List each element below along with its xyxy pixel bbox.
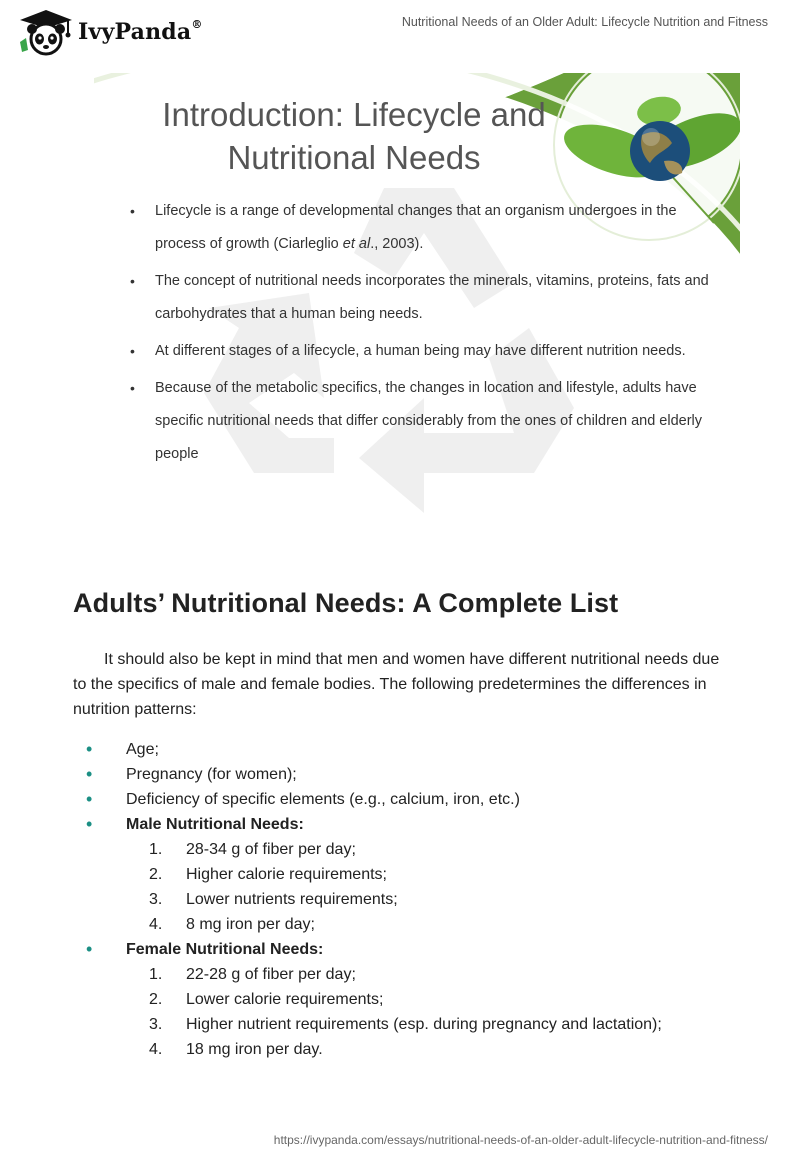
slide-bullet-italic: et al [342, 236, 371, 252]
sublist-item [73, 962, 733, 987]
nutrition-factors-list [73, 737, 733, 1062]
sublist-item [73, 862, 733, 887]
bullet-glyph: • [130, 273, 135, 289]
list-item [73, 937, 733, 1062]
sublist-text: Lower nutrients requirements; [186, 891, 398, 908]
source-url[interactable]: https://ivypanda.com/essays/nutritional-needs-of-an-older-adult-lifecycle-nutrition-and-fitness/ [273, 1133, 768, 1147]
sublist-text: Higher calorie requirements; [186, 866, 387, 883]
slide-bullet-text: Because of the metabolic specifics, the changes in location and lifestyle, adults have specific nutritional needs that differ considerably from the ones of children and elderly people [155, 380, 703, 462]
panda-graduate-icon [16, 8, 74, 56]
sublist-number: 4. [149, 916, 163, 933]
sublist-item [73, 1037, 733, 1062]
sublist-number: 1. [149, 841, 163, 858]
list-item-label: Male Nutritional Needs: [126, 816, 304, 833]
sublist-text: Higher nutrient requirements (esp. during pregnancy and lactation); [186, 1016, 662, 1033]
ivypanda-logo[interactable] [16, 8, 256, 56]
slide-title [94, 93, 614, 179]
list-bullet-glyph: • [86, 764, 93, 784]
section-heading: Adults’ Nutritional Needs: A Complete List [73, 588, 619, 618]
sublist-item [73, 1012, 733, 1037]
list-bullet-glyph: • [86, 814, 93, 834]
slide-bullet-text: The concept of nutritional needs incorporates the minerals, vitamins, proteins, fats and carbohydrates that a human being needs. [155, 273, 709, 322]
slide-title-line1: Introduction: Lifecycle and [162, 96, 546, 133]
sublist-number: 4. [149, 1041, 163, 1058]
brand-name: IvyPanda® [78, 17, 203, 45]
registered-mark: ® [191, 17, 203, 31]
numbered-sublist [73, 962, 733, 1062]
list-item [73, 762, 733, 787]
sublist-item [73, 987, 733, 1012]
slide-bullet-item [130, 335, 710, 368]
list-bullet-glyph: • [86, 939, 93, 959]
sublist-number: 3. [149, 891, 163, 908]
sublist-item [73, 887, 733, 912]
sublist-number: 3. [149, 1016, 163, 1033]
document-title: Nutritional Needs of an Older Adult: Lifecycle Nutrition and Fitness [401, 15, 768, 29]
list-item-label: Deficiency of specific elements (e.g., calcium, iron, etc.) [126, 791, 520, 808]
list-item-label: Age; [126, 741, 159, 758]
list-item-label: Pregnancy (for women); [126, 766, 297, 783]
slide-bullet-text-end: ., 2003). [370, 236, 424, 252]
intro-paragraph: It should also be kept in mind that men and women have different nutritional needs due to the specifics of male and female bodies. The following predetermines the differences in nutrition patterns: [73, 651, 720, 718]
sublist-number: 2. [149, 866, 163, 883]
sublist-text: 8 mg iron per day; [186, 916, 315, 933]
slide-bullet-text: Lifecycle is a range of developmental changes that an organism undergoes in the process of growth (Ciarleglio [155, 203, 677, 252]
list-bullet-glyph: • [86, 739, 93, 759]
numbered-sublist [73, 837, 733, 937]
list-item [73, 737, 733, 762]
sublist-text: 18 mg iron per day. [186, 1041, 323, 1058]
slide-bullet-item [130, 372, 710, 471]
slide-bullet-item [130, 195, 710, 261]
sublist-item [73, 837, 733, 862]
bullet-glyph: • [130, 343, 135, 359]
page-header [0, 0, 800, 60]
slide-bullet-list [130, 195, 710, 475]
list-item [73, 787, 733, 812]
sublist-number: 1. [149, 966, 163, 983]
slide-bullet-item [130, 265, 710, 331]
sublist-text: 28-34 g of fiber per day; [186, 841, 356, 858]
sublist-text: 22-28 g of fiber per day; [186, 966, 356, 983]
sublist-item [73, 912, 733, 937]
list-bullet-glyph: • [86, 789, 93, 809]
list-item-label: Female Nutritional Needs: [126, 941, 324, 958]
sublist-number: 2. [149, 991, 163, 1008]
bullet-glyph: • [130, 380, 135, 396]
slide-title-line2: Nutritional Needs [227, 139, 481, 176]
list-item [73, 812, 733, 937]
intro-slide [94, 73, 740, 560]
bullet-glyph: • [130, 203, 135, 219]
sublist-text: Lower calorie requirements; [186, 991, 384, 1008]
slide-bullet-text: At different stages of a lifecycle, a human being may have different nutrition needs. [155, 343, 686, 359]
